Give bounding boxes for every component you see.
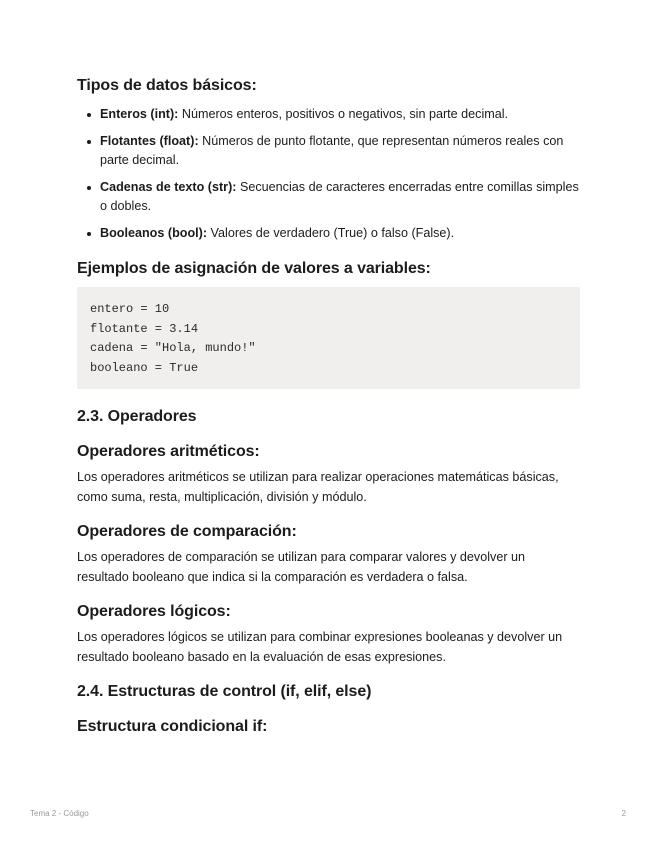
section-heading-operadores: 2.3. Operadores <box>77 408 197 425</box>
comparacion-text: Los operadores de comparación se utilizan para comparar valores y devolver un resultado booleano que indica si la comparación es verdadera o falsa. <box>77 550 526 584</box>
comparacion-heading: Operadores de comparación: <box>77 523 297 540</box>
page-content <box>77 76 580 737</box>
tipos-heading: Tipos de datos básicos: <box>77 77 257 94</box>
code-line: flotante = 3.14 <box>90 321 199 336</box>
page-number: 2 <box>621 809 626 818</box>
code-block <box>77 287 580 389</box>
if-heading: Estructura condicional if: <box>77 718 268 735</box>
term-bool: Booleanos (bool): <box>100 225 208 240</box>
aritmeticos-heading: Operadores aritméticos: <box>77 443 260 460</box>
list-item-float <box>77 132 580 171</box>
logicos-text: Los operadores lógicos se utilizan para combinar expresiones booleanas y devolver un resultado booleano basado en la evaluación de esas expresiones. <box>77 630 563 664</box>
list-item-bool <box>77 224 580 244</box>
desc-str: Secuencias de caracteres encerradas entre comillas simples o dobles. <box>100 179 579 213</box>
term-str: Cadenas de texto (str): <box>100 179 237 194</box>
ejemplos-heading: Ejemplos de asignación de valores a variables: <box>77 260 431 277</box>
list-item-int <box>77 105 580 125</box>
desc-bool: Valores de verdadero (True) o falso (False). <box>207 225 455 240</box>
section-heading-estructuras: 2.4. Estructuras de control (if, elif, else) <box>77 683 372 700</box>
code-line: entero = 10 <box>90 302 170 316</box>
list-item-str <box>77 178 580 217</box>
term-float: Flotantes (float): <box>100 133 199 148</box>
code-line: booleano = True <box>90 360 199 375</box>
footer-left: Tema 2 - Código <box>30 809 89 818</box>
tipos-list <box>77 105 580 243</box>
logicos-heading: Operadores lógicos: <box>77 603 231 620</box>
desc-float: Números de punto flotante, que representan números reales con parte decimal. <box>100 133 564 167</box>
code-line: cadena = "Hola, mundo!" <box>90 341 256 355</box>
term-int: Enteros (int): <box>100 107 179 121</box>
desc-int: Números enteros, positivos o negativos, sin parte decimal. <box>178 107 509 121</box>
aritmeticos-text: Los operadores aritméticos se utilizan para realizar operaciones matemáticas básicas, como suma, resta, multiplicación, división y módulo. <box>77 470 559 504</box>
